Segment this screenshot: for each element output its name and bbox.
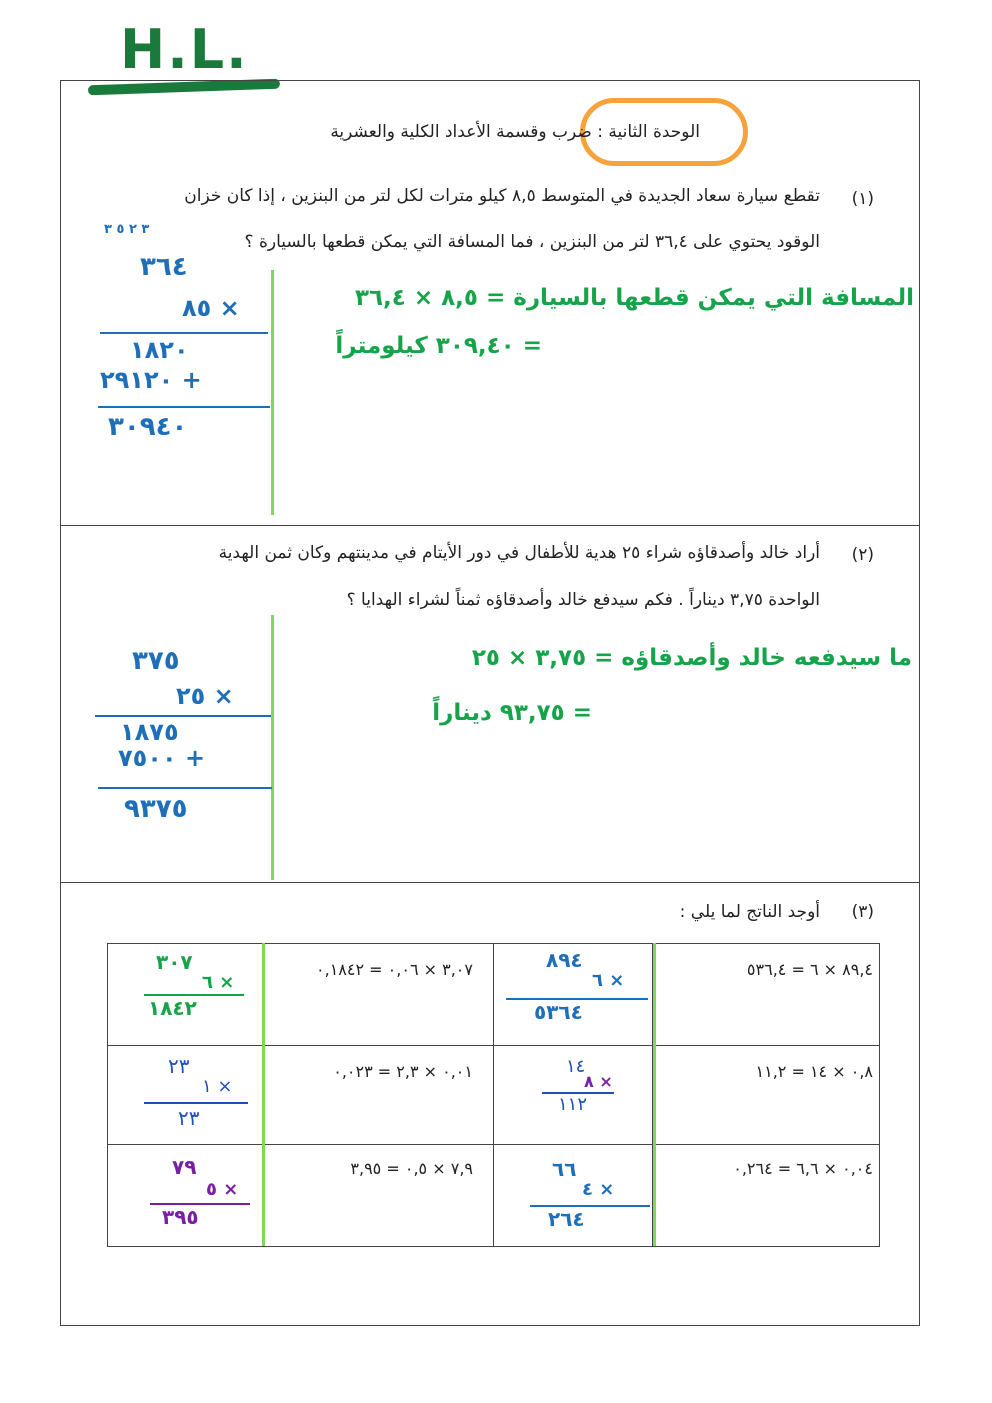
q1-work-divider	[271, 270, 274, 515]
q2-line1: أراد خالد وأصدقاؤه شراء ٢٥ هدية للأطفال في دور الأيتام في مدينتهم وكان ثمن الهدية	[218, 543, 820, 563]
q2-work-result: ٩٣٧٥	[124, 794, 188, 824]
q3-work-mult: ١ ×	[202, 1076, 233, 1097]
q2-work-row2: ٢٥ ×	[176, 682, 234, 710]
q3-work-mult: ٦ ×	[592, 970, 625, 991]
q3-work-cell	[494, 944, 653, 1046]
divider-1	[60, 525, 920, 526]
q3-left-green-bar	[262, 943, 265, 1246]
q3-expr-cell	[265, 944, 494, 1046]
q3-expr: ٨٩,٤ × ٦ = ٥٣٦,٤	[746, 960, 873, 979]
q3-right-green-bar	[653, 943, 656, 1246]
q2-number: (٢)	[851, 545, 874, 565]
q2-work-row1: ٣٧٥	[132, 646, 180, 676]
q2-work-row4: ٧٥٠٠ +	[118, 744, 206, 772]
q3-expr-cell	[653, 944, 880, 1046]
q3-work-mult: ٤ ×	[582, 1179, 615, 1200]
q3-expr-cell	[265, 1145, 494, 1247]
unit-title: ضرب وقسمة الأعداد الكلية والعشرية	[330, 122, 592, 142]
q3-work-cell	[108, 1046, 265, 1145]
q3-work-top: ٣٠٧	[156, 950, 193, 974]
q3-expr: ٠,٨ × ١٤ = ١١,٢	[755, 1062, 873, 1081]
q1-number: (١)	[851, 189, 874, 209]
q1-carries: ٣ ٢ ٥ ٣	[104, 222, 150, 237]
q1-work-line2	[98, 406, 270, 408]
q2-work-divider	[271, 615, 274, 880]
q2-answer-line2: = ٩٣,٧٥ ديناراً	[432, 700, 592, 726]
header-mark-text: H.L.	[120, 18, 249, 81]
q3-work-top: ١٤	[566, 1056, 586, 1077]
q3-work-mult: ٦ ×	[202, 972, 235, 993]
q3-work-top: ٧٩	[172, 1155, 197, 1179]
q1-line1: تقطع سيارة سعاد الجديدة في المتوسط ٨,٥ كيلو مترات لكل لتر من البنزين ، إذا كان خزان	[184, 186, 820, 206]
q3-work-cell	[108, 1145, 265, 1247]
q3-work-cell	[494, 1046, 653, 1145]
q3-prompt: أوجد الناتج لما يلي :	[679, 902, 820, 922]
q3-expr-cell	[265, 1046, 494, 1145]
q3-work-result: ١٨٤٢	[148, 996, 197, 1020]
q2-work-row3: ١٨٧٥	[120, 718, 179, 746]
q3-work-top: ٦٦	[552, 1157, 577, 1181]
q3-work-result: ٣٩٥	[162, 1205, 199, 1229]
q3-work-top: ٢٣	[168, 1054, 190, 1078]
q3-work-mult: ٨ ×	[584, 1072, 613, 1091]
q3-expr: ٠,٠٤ × ٦,٦ = ٠,٢٦٤	[733, 1159, 873, 1178]
q3-work-top: ٨٩٤	[546, 948, 583, 972]
q3-expr: ٣,٠٧ × ٠,٠٦ = ٠,١٨٤٢	[316, 960, 473, 979]
q2-work-line2	[98, 787, 272, 789]
header-mark	[120, 18, 249, 81]
q3-work-mult: ٥ ×	[206, 1179, 239, 1200]
q1-work-row4: ٢٩١٢٠ +	[100, 366, 202, 394]
q1-work-line1	[100, 332, 268, 334]
q3-number: (٣)	[851, 902, 874, 922]
q3-expr: ٠,٠١ × ٢,٣ = ٠,٠٢٣	[333, 1062, 473, 1081]
q1-line2: الوقود يحتوي على ٣٦,٤ لتر من البنزين ، فما المسافة التي يمكن قطعها بالسيارة ؟	[244, 232, 820, 252]
unit-label: الوحدة الثانية :	[597, 122, 700, 142]
q3-expr-cell	[653, 1145, 880, 1247]
q1-answer-line2: = ٣٠٩,٤٠ كيلومتراً	[335, 333, 542, 359]
q1-work-result: ٣٠٩٤٠	[108, 412, 188, 442]
q3-work-cell	[108, 944, 265, 1046]
q3-expr: ٧,٩ × ٠,٥ = ٣,٩٥	[350, 1159, 473, 1178]
q1-work-row1: ٣٦٤	[140, 252, 188, 282]
q3-work-result: ٢٦٤	[548, 1207, 585, 1231]
unit-title-line	[280, 122, 700, 142]
q1-work-row2: ٨٥ ×	[182, 294, 240, 322]
q3-work-cell	[494, 1145, 653, 1247]
divider-2	[60, 882, 920, 883]
q3-expr-cell	[653, 1046, 880, 1145]
q3-table	[107, 943, 880, 1247]
q2-answer-line1: ما سيدفعه خالد وأصدقاؤه = ٣,٧٥ × ٢٥	[471, 645, 912, 671]
q3-work-result: ١١٢	[558, 1094, 588, 1115]
q2-line2: الواحدة ٣,٧٥ ديناراً . فكم سيدفع خالد وأصدقاؤه ثمناً لشراء الهدايا ؟	[346, 590, 820, 610]
q1-answer-line1: المسافة التي يمكن قطعها بالسيارة = ٨,٥ × ٣٦,٤	[354, 285, 914, 311]
q3-work-result: ٥٣٦٤	[534, 1000, 583, 1024]
q2-work-line1	[95, 715, 271, 717]
q1-work-row3: ١٨٢٠	[130, 336, 189, 364]
q3-work-result: ٢٣	[178, 1106, 200, 1130]
